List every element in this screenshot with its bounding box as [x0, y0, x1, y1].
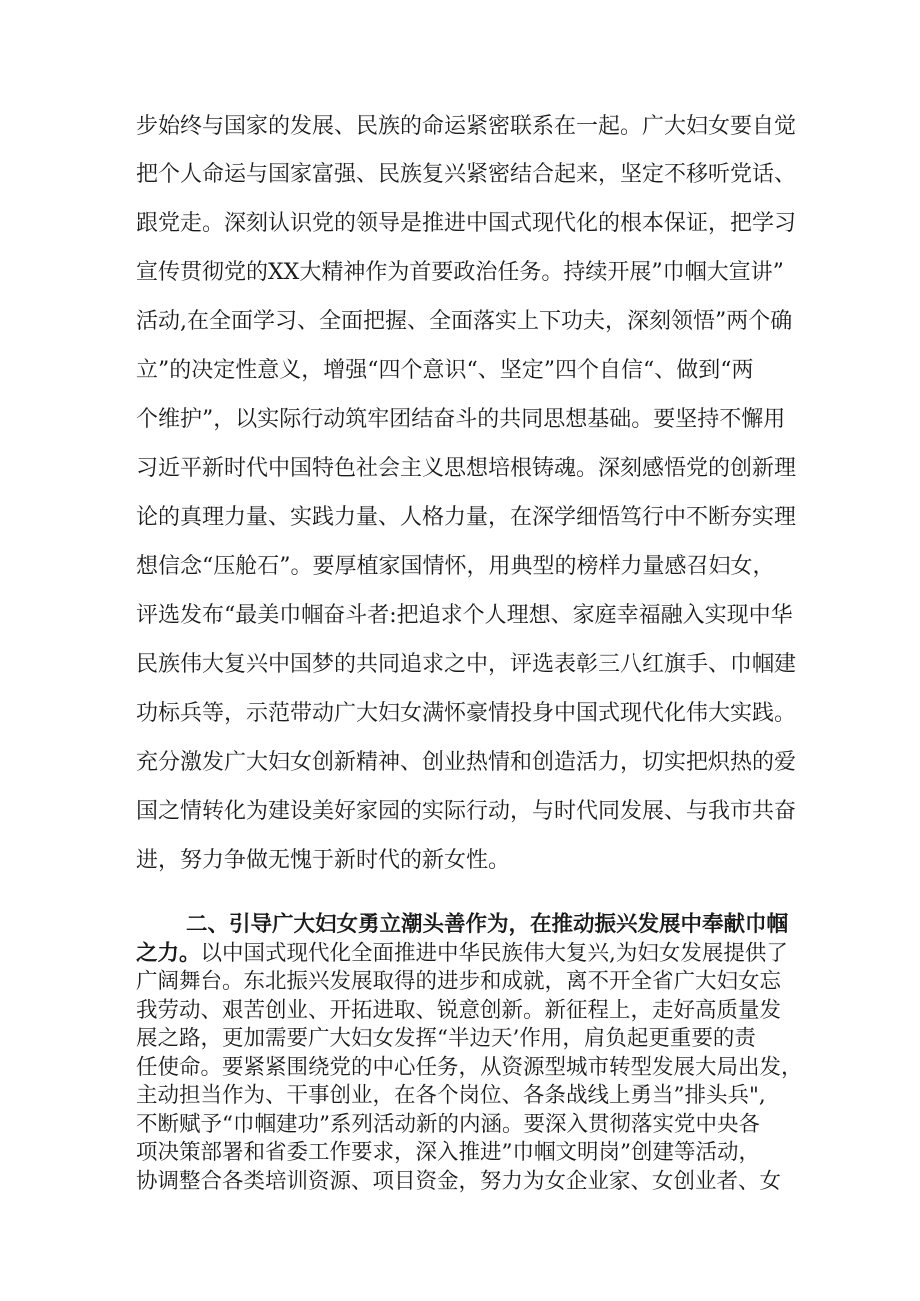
paragraph-line: 不断赋予“巾帼建功”系列活动新的内涵。要深入贯彻落实党中央各 [136, 1112, 760, 1137]
paragraph-line: 我劳动、艰苦创业、开拓进取、锐意创新。新征程上，走好高质量发 [136, 998, 782, 1023]
paragraph-line: 立”的决定性意义，增强“四个意识“、坚定”四个自信“、做到“两 [136, 358, 754, 383]
paragraph-line [136, 941, 788, 966]
paragraph-line: 广阔舞台。东北振兴发展取得的进步和成就，离不开全省广大妇女忘 [136, 969, 782, 994]
paragraph-line: 功标兵等，示范带动广大妇女满怀豪情投身中国式现代化伟大实践。 [136, 701, 797, 726]
paragraph-line: 评选发布“最美巾帼奋斗者:把追求个人理想、家庭幸福融入实现中华 [136, 603, 793, 628]
section-heading: 二、引导广大妇女勇立潮头善作为，在推动振兴发展中奉献巾帼 [186, 912, 789, 937]
paragraph-line: 步始终与国家的发展、民族的命运紧密联系在一起。广大妇女要自觉 [136, 114, 797, 139]
paragraph-line: 习近平新时代中国特色社会主义思想培根铸魂。深刻感悟党的创新理 [136, 456, 797, 481]
paragraph-line: 展之路，更加需要广大妇女发挥“半边天’作用，肩负起更重要的责 [136, 1026, 756, 1051]
paragraph-line: 把个人命运与国家富强、民族复兴紧密结合起来，坚定不移听党话、 [136, 162, 797, 187]
paragraph-line: 个维护”，以实际行动筑牢团结奋斗的共同思想基础。要坚持不懈用 [136, 407, 786, 432]
paragraph-line: 主动担当作为、干事创业，在各个岗位、各条战线上勇当”排头兵", [136, 1083, 766, 1108]
paragraph-line: 想信念“压舱石”。要厚植家国情怀，用典型的榜样力量感召妇女， [136, 554, 775, 579]
paragraph-text: 以中国式现代化全面推进中华民族伟大复兴,为妇女发展提供了 [200, 941, 788, 966]
paragraph-line: 论的真理力量、实践力量、人格力量，在深学细悟笃行中不断夯实理 [136, 505, 797, 530]
paragraph-line: 协调整合各类培训资源、项目资金，努力为女企业家、女创业者、女 [136, 1169, 782, 1194]
paragraph-line: 活动,在全面学习、全面把握、全面落实上下功夫，深刻领悟”两个确 [136, 309, 793, 334]
paragraph-line: 跟党走。深刻认识党的领导是推进中国式现代化的根本保证，把学习 [136, 211, 797, 236]
paragraph-line: 充分激发广大妇女创新精神、创业热情和创造活力，切实把炽热的爱 [136, 750, 797, 775]
paragraph-line: 任使命。要紧紧围绕党的中心任务，从资源型城市转型发展大局出发， [136, 1055, 803, 1080]
paragraph-line: 宣传贯彻党的XX大精神作为首要政治任务。持续开展”巾帼大宣讲” [136, 260, 784, 285]
paragraph-line: 进，努力争做无愧于新时代的新女性。 [136, 848, 511, 873]
paragraph-line: 国之情转化为建设美好家园的实际行动，与时代同发展、与我市共奋 [136, 799, 797, 824]
section-heading-end: 之力。 [136, 941, 201, 966]
paragraph-line: 项决策部署和省委工作要求，深入推进”巾帼文明岗”创建等活动， [136, 1140, 760, 1165]
paragraph-line: 民族伟大复兴中国梦的共同追求之中，评选表彰三八红旗手、巾帼建 [136, 652, 797, 677]
